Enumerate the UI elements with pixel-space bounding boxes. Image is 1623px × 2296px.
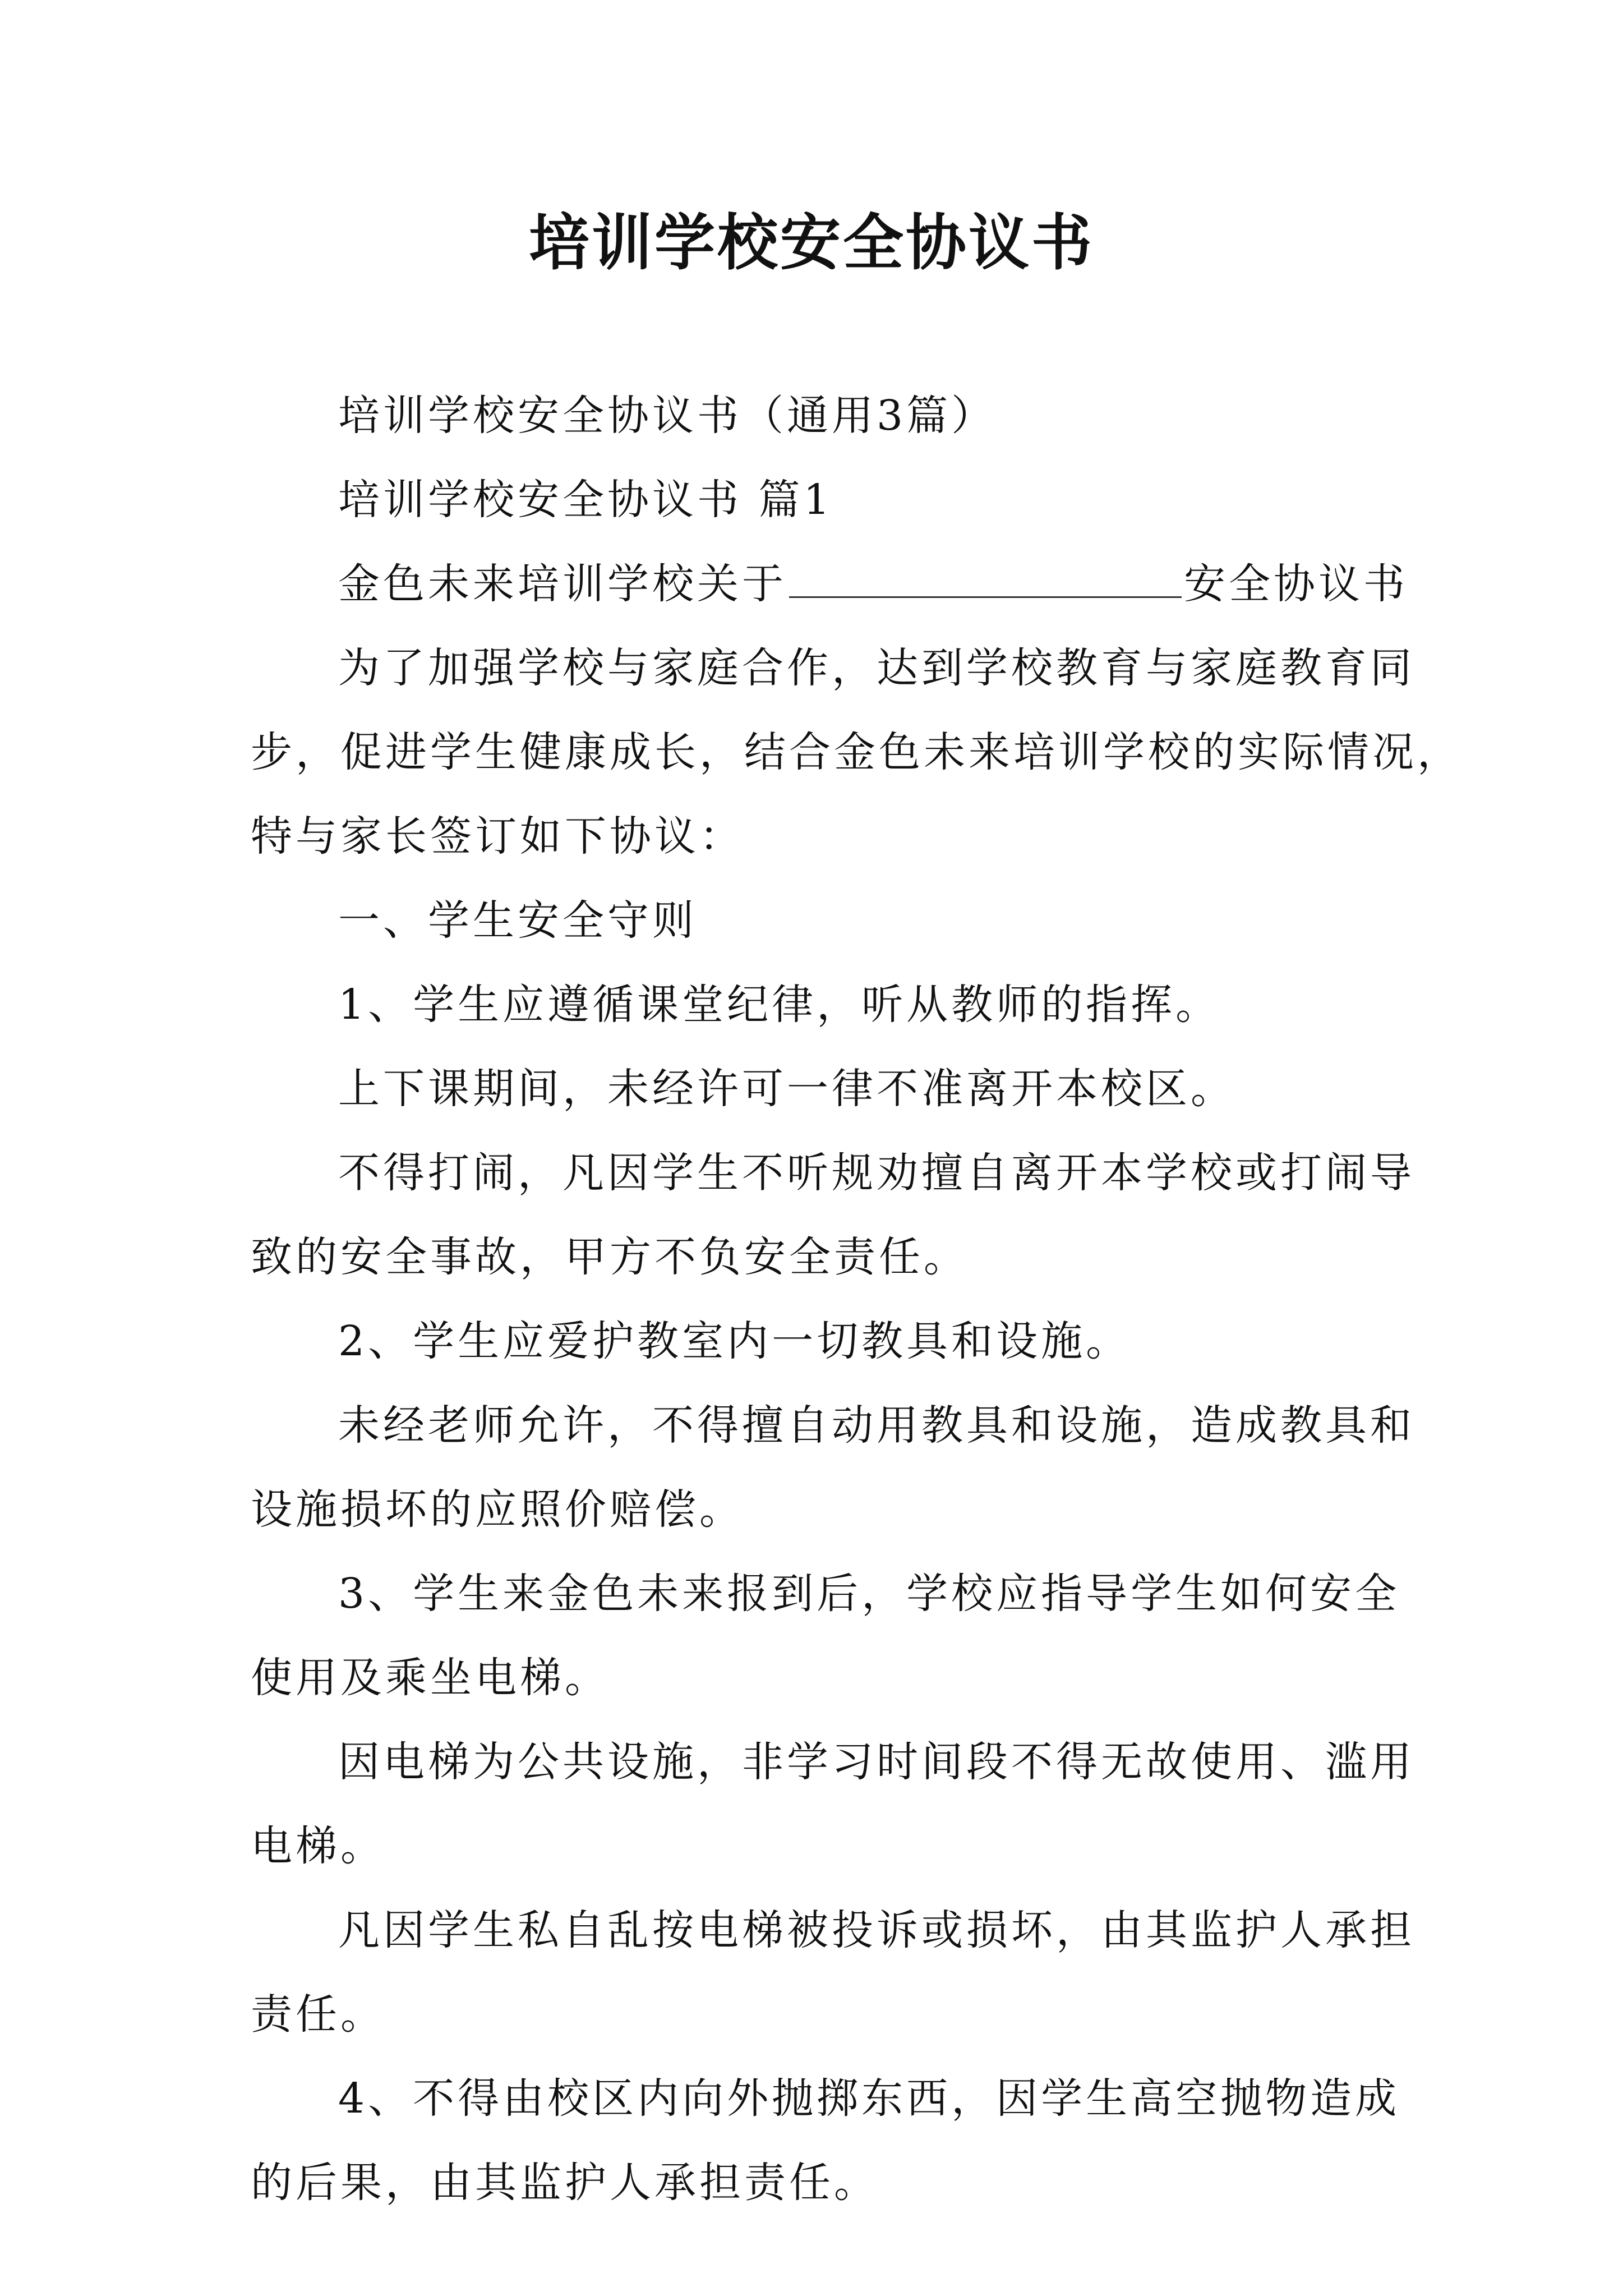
text-line: 一、学生安全守则 bbox=[338, 896, 697, 945]
agreement-prefix: 金色未来培训学校关于 bbox=[338, 560, 787, 608]
fill-in-blank bbox=[789, 555, 1182, 598]
text-line: 3、学生来金色未来报到后，学校应指导学生如何安全 bbox=[338, 1570, 1400, 1618]
text-line: 步，促进学生健康成长，结合金色未来培训学校的实际情况， bbox=[251, 728, 1462, 776]
text-line: 设施损坏的应照价赔偿。 bbox=[251, 1485, 744, 1534]
text-line: 未经老师允许，不得擅自动用教具和设施，造成教具和 bbox=[338, 1401, 1415, 1450]
document-subtitle: 培训学校安全协议书（通用3篇） bbox=[338, 392, 997, 440]
text-line: 因电梯为公共设施，非学习时间段不得无故使用、滥用 bbox=[338, 1738, 1415, 1786]
text-line: 特与家长签订如下协议： bbox=[251, 812, 744, 861]
text-line: 4、不得由校区内向外抛掷东西，因学生高空抛物造成 bbox=[338, 2074, 1400, 2123]
chapter-heading: 培训学校安全协议书 篇1 bbox=[338, 476, 833, 524]
text-line: 责任。 bbox=[251, 1990, 385, 2039]
document-title: 培训学校安全协议书 bbox=[528, 208, 1094, 278]
text-line: 不得打闹，凡因学生不听规劝擅自离开本学校或打闹导 bbox=[338, 1149, 1415, 1197]
paragraph-lines bbox=[251, 626, 1462, 2225]
text-line: 2、学生应爱护教室内一切教具和设施。 bbox=[338, 1317, 1131, 1365]
text-line: 1、学生应遵循课堂纪律，听从教师的指挥。 bbox=[338, 981, 1221, 1029]
document-body bbox=[251, 374, 1462, 2225]
text-line: 的后果，由其监护人承担责任。 bbox=[251, 2159, 879, 2207]
text-line: 为了加强学校与家庭合作，达到学校教育与家庭教育同 bbox=[338, 644, 1415, 692]
text-line: 电梯。 bbox=[251, 1822, 385, 1870]
text-line: 致的安全事故，甲方不负安全责任。 bbox=[251, 1233, 969, 1281]
text-line: 使用及乘坐电梯。 bbox=[251, 1654, 610, 1702]
text-line: 凡因学生私自乱按电梯被投诉或损坏，由其监护人承担 bbox=[338, 1906, 1415, 1954]
text-line: 上下课期间，未经许可一律不准离开本校区。 bbox=[338, 1065, 1235, 1113]
agreement-heading-line bbox=[251, 542, 1408, 626]
agreement-suffix: 安全协议书 bbox=[1184, 560, 1408, 608]
